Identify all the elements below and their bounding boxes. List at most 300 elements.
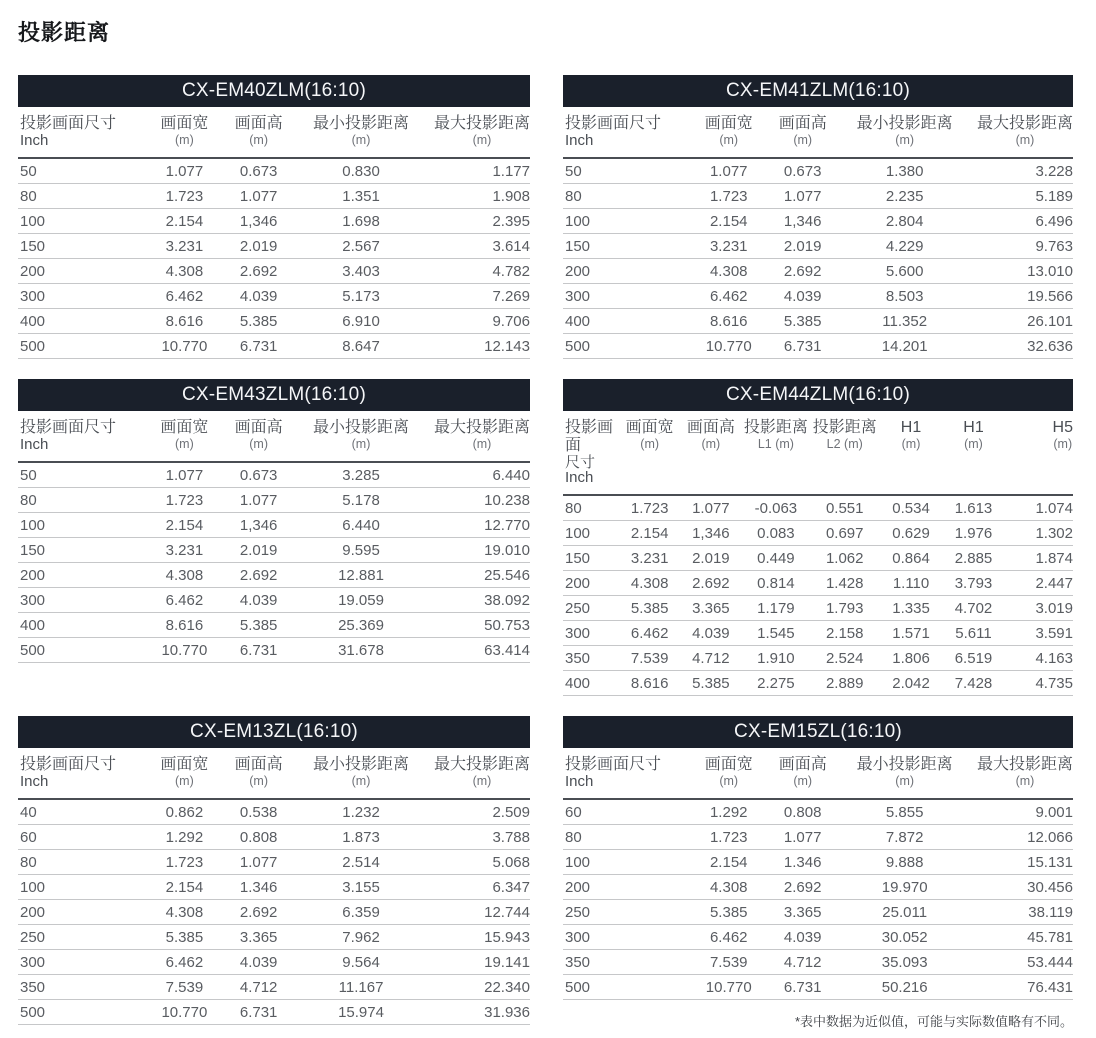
table-row bbox=[18, 184, 530, 209]
table-row bbox=[563, 334, 1073, 359]
table-title-cx-em15zl: CX-EM15ZL(16:10) bbox=[563, 716, 1073, 748]
table-cell: 8.616 bbox=[630, 675, 669, 692]
table-cell: 6.731 bbox=[239, 1004, 278, 1021]
table-title-cx-em44zlm: CX-EM44ZLM(16:10) bbox=[563, 379, 1073, 411]
table-cell: 1,346 bbox=[692, 525, 730, 542]
table-cell: 3.231 bbox=[165, 238, 204, 255]
table-cell: 6.731 bbox=[783, 979, 822, 996]
table-cell: 0.864 bbox=[892, 550, 930, 567]
projection-table-cx-em15zl bbox=[563, 751, 1073, 1000]
projection-table-cx-em13zl bbox=[18, 751, 530, 1025]
table-cell: 1.077 bbox=[709, 163, 748, 180]
table-cell: 50.753 bbox=[484, 617, 530, 634]
table-cell: 0.551 bbox=[825, 500, 864, 517]
table-cell: 2.275 bbox=[757, 675, 795, 692]
table-cell: 1.428 bbox=[825, 575, 864, 592]
table-cell: 15.974 bbox=[338, 1004, 384, 1021]
table-row bbox=[563, 546, 1073, 571]
table-cell: 150 bbox=[565, 238, 591, 255]
column-header: H5 (m) bbox=[1052, 419, 1073, 451]
table-cell: 500 bbox=[565, 338, 591, 355]
table-cell: 7.428 bbox=[954, 675, 993, 692]
table-cell: 300 bbox=[565, 929, 591, 946]
column-header-row bbox=[18, 751, 530, 799]
table-cell: 300 bbox=[565, 625, 591, 642]
table-row bbox=[563, 646, 1073, 671]
table-cell: 5.189 bbox=[1035, 188, 1073, 205]
table-cell: 0.083 bbox=[757, 525, 795, 542]
table-cell: 1.346 bbox=[783, 854, 822, 871]
table-cell: 4.308 bbox=[165, 263, 204, 280]
column-header: 最大投影距离 (m) bbox=[976, 756, 1073, 788]
table-cell: 4.308 bbox=[630, 575, 669, 592]
table-cell: 2.019 bbox=[239, 238, 278, 255]
table-cell: 6.462 bbox=[630, 625, 669, 642]
table-cell: 25.369 bbox=[338, 617, 384, 634]
table-cell: 0.673 bbox=[239, 467, 278, 484]
table-row bbox=[18, 284, 530, 309]
table-row bbox=[18, 638, 530, 663]
column-header: 投影画面尺寸 Inch bbox=[20, 419, 117, 453]
table-cell: 1,346 bbox=[783, 213, 822, 230]
table-cell: 0.808 bbox=[239, 829, 278, 846]
column-header: 画面高 (m) bbox=[686, 419, 735, 451]
column-header: 投影画面 尺寸Inch bbox=[565, 419, 614, 486]
table-row bbox=[563, 571, 1073, 596]
table-cell: 2.447 bbox=[1035, 575, 1073, 592]
table-row bbox=[18, 588, 530, 613]
table-cell: 8.616 bbox=[165, 313, 204, 330]
table-cell: 5.385 bbox=[239, 313, 278, 330]
table-cell: 19.141 bbox=[484, 954, 530, 971]
table-cell: 3.231 bbox=[630, 550, 669, 567]
table-cell: 400 bbox=[20, 617, 46, 634]
table-cell: 3.788 bbox=[492, 829, 530, 846]
table-cell: 0.814 bbox=[757, 575, 795, 592]
table-cell: 0.629 bbox=[892, 525, 930, 542]
page-title: 投影距离 bbox=[18, 20, 111, 45]
table-row bbox=[18, 799, 530, 825]
column-header: 最小投影距离 (m) bbox=[313, 115, 410, 147]
table-cell: 35.093 bbox=[881, 954, 928, 971]
table-cell: 3.231 bbox=[709, 238, 748, 255]
column-header: 投影距离 L2 (m) bbox=[812, 419, 877, 451]
table-cell: 8.503 bbox=[885, 288, 924, 305]
column-header: 最大投影距离 (m) bbox=[433, 419, 530, 451]
table-cell: 1.077 bbox=[165, 467, 204, 484]
table-cell: 1.723 bbox=[165, 492, 204, 509]
table-cell: 1.613 bbox=[954, 500, 993, 517]
column-header: 最大投影距离 (m) bbox=[433, 756, 530, 788]
table-cell: 0.538 bbox=[239, 804, 278, 821]
table-cell: 1.077 bbox=[692, 500, 730, 517]
table-cell: 300 bbox=[20, 288, 46, 305]
column-header-row bbox=[563, 414, 1073, 495]
table-cell: 1.723 bbox=[165, 188, 204, 205]
table-cell: 100 bbox=[20, 213, 46, 230]
table-row bbox=[563, 234, 1073, 259]
table-cell: 80 bbox=[20, 188, 37, 205]
table-cell: 50 bbox=[20, 163, 37, 180]
table-cell: 5.385 bbox=[165, 929, 204, 946]
table-cell: 1.571 bbox=[892, 625, 930, 642]
table-row bbox=[563, 799, 1073, 825]
projection-table-cx-em41zlm bbox=[563, 110, 1073, 359]
table-cell: 1.074 bbox=[1035, 500, 1073, 517]
table-row bbox=[18, 1000, 530, 1025]
table-title-cx-em43zlm: CX-EM43ZLM(16:10) bbox=[18, 379, 530, 411]
table-row bbox=[18, 850, 530, 875]
table-cell: 3.019 bbox=[1035, 600, 1073, 617]
table-cell: 15.131 bbox=[1027, 854, 1073, 871]
table-cell: 2.514 bbox=[342, 854, 380, 871]
column-header: 画面高 (m) bbox=[234, 756, 283, 788]
table-cell: 5.385 bbox=[783, 313, 822, 330]
table-cell: 6.462 bbox=[709, 929, 748, 946]
table-cell: 7.269 bbox=[492, 288, 530, 305]
table-cell: 1.077 bbox=[239, 188, 278, 205]
table-cell: 53.444 bbox=[1027, 954, 1073, 971]
table-cell: 2.154 bbox=[630, 525, 669, 542]
table-cell: 300 bbox=[565, 288, 591, 305]
table-cell: 3.155 bbox=[342, 879, 380, 896]
table-cell: 1.292 bbox=[165, 829, 204, 846]
table-cell: 100 bbox=[20, 879, 46, 896]
column-header: 投影距离 L1 (m) bbox=[743, 419, 808, 451]
table-cell: 4.039 bbox=[783, 929, 822, 946]
table-cell: 2.692 bbox=[783, 263, 822, 280]
table-cell: 2.154 bbox=[709, 854, 748, 871]
table-cell: 19.010 bbox=[484, 542, 530, 559]
table-cell: 4.308 bbox=[165, 567, 204, 584]
table-cell: 6.462 bbox=[165, 592, 204, 609]
table-row bbox=[563, 671, 1073, 696]
table-cell: 3.614 bbox=[492, 238, 530, 255]
table-section-cx-em44zlm bbox=[563, 379, 1073, 696]
table-cell: 1.873 bbox=[342, 829, 380, 846]
table-cell: 6.731 bbox=[239, 338, 278, 355]
table-cell: 1.545 bbox=[757, 625, 795, 642]
table-cell: 30.052 bbox=[881, 929, 928, 946]
table-cell: 8.616 bbox=[709, 313, 748, 330]
table-section-cx-em13zl bbox=[18, 716, 530, 1025]
table-cell: 6.359 bbox=[342, 904, 380, 921]
column-header: 投影画面尺寸 Inch bbox=[20, 115, 117, 149]
table-cell: 8.647 bbox=[342, 338, 380, 355]
table-cell: 100 bbox=[565, 213, 591, 230]
table-cell: 5.385 bbox=[692, 675, 730, 692]
column-header: H1 (m) bbox=[900, 419, 922, 451]
table-cell: 7.872 bbox=[885, 829, 924, 846]
table-row bbox=[18, 309, 530, 334]
table-cell: 38.119 bbox=[1028, 904, 1073, 921]
table-cell: 10.770 bbox=[705, 979, 752, 996]
table-cell: 0.830 bbox=[342, 163, 380, 180]
table-cell: 500 bbox=[20, 642, 46, 659]
table-row bbox=[563, 621, 1073, 646]
table-cell: 10.770 bbox=[705, 338, 752, 355]
table-row bbox=[563, 975, 1073, 1000]
table-row bbox=[563, 950, 1073, 975]
table-cell: 100 bbox=[565, 854, 591, 871]
table-cell: 80 bbox=[20, 492, 37, 509]
table-cell: 1.723 bbox=[709, 188, 748, 205]
column-header: 画面宽 (m) bbox=[704, 756, 753, 788]
table-cell: 6.910 bbox=[342, 313, 380, 330]
table-cell: 4.039 bbox=[692, 625, 730, 642]
table-row bbox=[563, 521, 1073, 546]
table-cell: 350 bbox=[565, 954, 591, 971]
table-cell: 31.678 bbox=[338, 642, 384, 659]
table-cell: 5.173 bbox=[342, 288, 380, 305]
table-cell: 19.970 bbox=[881, 879, 928, 896]
table-cell: 2.154 bbox=[165, 517, 204, 534]
table-cell: 4.308 bbox=[709, 879, 748, 896]
table-row bbox=[18, 234, 530, 259]
table-cell: 5.600 bbox=[885, 263, 924, 280]
table-row bbox=[563, 850, 1073, 875]
table-cell: 4.039 bbox=[783, 288, 822, 305]
column-header: 画面宽 (m) bbox=[160, 115, 209, 147]
table-cell: 6.462 bbox=[165, 954, 204, 971]
table-cell: 500 bbox=[565, 979, 591, 996]
table-cell: 400 bbox=[20, 313, 46, 330]
table-section-cx-em43zlm bbox=[18, 379, 530, 663]
table-cell: 1.806 bbox=[892, 650, 930, 667]
table-cell: 2.154 bbox=[165, 213, 204, 230]
table-cell: 1.292 bbox=[709, 804, 748, 821]
table-row bbox=[563, 596, 1073, 621]
table-cell: 1.110 bbox=[892, 575, 930, 592]
table-cell: 5.385 bbox=[630, 600, 669, 617]
table-cell: 2.019 bbox=[783, 238, 822, 255]
table-cell: 250 bbox=[565, 600, 591, 617]
table-cell: 250 bbox=[565, 904, 591, 921]
table-cell: 6.347 bbox=[492, 879, 530, 896]
column-header: 画面宽 (m) bbox=[160, 419, 209, 451]
table-cell: 4.229 bbox=[885, 238, 924, 255]
projection-table-cx-em43zlm bbox=[18, 414, 530, 663]
projection-table-cx-em44zlm bbox=[563, 414, 1073, 696]
table-cell: 1.351 bbox=[342, 188, 380, 205]
column-header: 最小投影距离 (m) bbox=[856, 756, 953, 788]
table-cell: 38.092 bbox=[484, 592, 530, 609]
table-title-cx-em41zlm: CX-EM41ZLM(16:10) bbox=[563, 75, 1073, 107]
table-cell: 1.335 bbox=[892, 600, 930, 617]
table-row bbox=[18, 925, 530, 950]
table-cell: 1.062 bbox=[825, 550, 864, 567]
table-cell: 2.158 bbox=[825, 625, 864, 642]
table-cell: 26.101 bbox=[1027, 313, 1073, 330]
column-header: 画面高 (m) bbox=[234, 115, 283, 147]
table-cell: 6.440 bbox=[492, 467, 530, 484]
table-cell: 0.808 bbox=[783, 804, 822, 821]
table-cell: 2.235 bbox=[885, 188, 924, 205]
table-cell: 1.874 bbox=[1035, 550, 1073, 567]
table-cell: 3.228 bbox=[1035, 163, 1073, 180]
table-cell: 200 bbox=[565, 879, 591, 896]
table-row bbox=[563, 925, 1073, 950]
table-cell: 60 bbox=[20, 829, 37, 846]
table-title-cx-em40zlm: CX-EM40ZLM(16:10) bbox=[18, 75, 530, 107]
table-cell: 9.595 bbox=[342, 542, 380, 559]
table-cell: 150 bbox=[20, 238, 46, 255]
column-header-row bbox=[18, 414, 530, 462]
table-row bbox=[563, 259, 1073, 284]
table-row bbox=[18, 613, 530, 638]
table-cell: 6.519 bbox=[954, 650, 993, 667]
table-row bbox=[563, 209, 1073, 234]
table-cell: 7.539 bbox=[630, 650, 669, 667]
table-cell: 50 bbox=[20, 467, 37, 484]
table-cell: 9.001 bbox=[1035, 804, 1073, 821]
table-cell: 1.346 bbox=[239, 879, 278, 896]
column-header: H1 (m) bbox=[963, 419, 984, 451]
table-section-cx-em41zlm bbox=[563, 75, 1073, 359]
approximation-footnote: *表中数据为近似值，可能与实际数值略有不同。 bbox=[794, 1014, 1073, 1029]
table-cell: 1.910 bbox=[757, 650, 795, 667]
table-cell: 200 bbox=[20, 567, 46, 584]
table-cell: 1.302 bbox=[1035, 525, 1073, 542]
column-header: 画面宽 (m) bbox=[160, 756, 209, 788]
table-cell: 19.059 bbox=[338, 592, 384, 609]
table-cell: 10.770 bbox=[161, 1004, 208, 1021]
table-cell: 250 bbox=[20, 929, 46, 946]
table-cell: 7.539 bbox=[165, 979, 204, 996]
column-header: 画面高 (m) bbox=[234, 419, 283, 451]
table-cell: -0.063 bbox=[754, 500, 798, 517]
column-header: 最大投影距离 (m) bbox=[976, 115, 1073, 147]
table-cell: 4.308 bbox=[709, 263, 748, 280]
column-header: 投影画面尺寸 Inch bbox=[565, 756, 662, 790]
table-cell: 2.692 bbox=[239, 567, 278, 584]
table-row bbox=[18, 975, 530, 1000]
table-cell: 500 bbox=[20, 338, 46, 355]
table-cell: 200 bbox=[20, 904, 46, 921]
table-cell: 2.524 bbox=[825, 650, 864, 667]
table-cell: 4.735 bbox=[1035, 675, 1073, 692]
table-cell: 2.154 bbox=[709, 213, 748, 230]
table-cell: 4.039 bbox=[239, 288, 278, 305]
table-cell: 5.385 bbox=[709, 904, 748, 921]
column-header-row bbox=[563, 110, 1073, 158]
table-row bbox=[18, 875, 530, 900]
table-row bbox=[563, 825, 1073, 850]
table-cell: 1.908 bbox=[492, 188, 530, 205]
table-cell: 32.636 bbox=[1027, 338, 1073, 355]
table-cell: 12.143 bbox=[484, 338, 530, 355]
table-title-cx-em13zl: CX-EM13ZL(16:10) bbox=[18, 716, 530, 748]
table-cell: 1.077 bbox=[783, 829, 822, 846]
column-header: 投影画面尺寸 Inch bbox=[20, 756, 117, 790]
table-cell: 2.692 bbox=[692, 575, 730, 592]
table-cell: 1.232 bbox=[342, 804, 380, 821]
column-header: 画面宽 (m) bbox=[625, 419, 674, 451]
table-cell: 400 bbox=[565, 313, 591, 330]
table-cell: 2.804 bbox=[885, 213, 924, 230]
table-cell: 80 bbox=[565, 188, 582, 205]
table-cell: 4.712 bbox=[239, 979, 278, 996]
table-cell: 6.440 bbox=[342, 517, 380, 534]
table-cell: 1.723 bbox=[630, 500, 669, 517]
table-cell: 100 bbox=[20, 517, 46, 534]
table-cell: 3.365 bbox=[239, 929, 278, 946]
table-cell: 2.019 bbox=[692, 550, 730, 567]
table-row bbox=[563, 900, 1073, 925]
table-cell: 9.888 bbox=[885, 854, 924, 871]
table-cell: 4.039 bbox=[239, 954, 278, 971]
table-cell: 6.496 bbox=[1035, 213, 1073, 230]
table-cell: 12.770 bbox=[484, 517, 530, 534]
table-cell: 1.077 bbox=[165, 163, 204, 180]
table-cell: 15.943 bbox=[484, 929, 530, 946]
table-cell: 7.962 bbox=[342, 929, 380, 946]
table-cell: 1.077 bbox=[783, 188, 822, 205]
table-cell: 1,346 bbox=[239, 213, 278, 230]
table-cell: 2.885 bbox=[954, 550, 993, 567]
table-row bbox=[18, 538, 530, 563]
tables-grid bbox=[0, 75, 1096, 1030]
table-cell: 4.702 bbox=[954, 600, 993, 617]
table-cell: 0.862 bbox=[165, 804, 204, 821]
table-row bbox=[563, 495, 1073, 521]
table-cell: 9.564 bbox=[342, 954, 380, 971]
table-cell: 400 bbox=[565, 675, 591, 692]
table-cell: 76.431 bbox=[1027, 979, 1073, 996]
table-cell: 14.201 bbox=[881, 338, 928, 355]
table-cell: 4.712 bbox=[783, 954, 822, 971]
table-row bbox=[18, 900, 530, 925]
table-cell: 350 bbox=[20, 979, 46, 996]
table-cell: 25.546 bbox=[484, 567, 530, 584]
table-row bbox=[18, 158, 530, 184]
table-cell: 5.385 bbox=[239, 617, 278, 634]
table-cell: 12.066 bbox=[1027, 829, 1073, 846]
table-cell: 11.167 bbox=[338, 979, 384, 996]
table-cell: 150 bbox=[565, 550, 591, 567]
table-cell: 300 bbox=[20, 592, 46, 609]
table-cell: 13.010 bbox=[1027, 263, 1073, 280]
table-cell: 30.456 bbox=[1027, 879, 1073, 896]
table-row bbox=[563, 309, 1073, 334]
table-cell: 300 bbox=[20, 954, 46, 971]
table-cell: 2.042 bbox=[892, 675, 930, 692]
table-cell: 0.534 bbox=[892, 500, 930, 517]
table-cell: 1.723 bbox=[709, 829, 748, 846]
table-cell: 12.881 bbox=[338, 567, 384, 584]
table-cell: 40 bbox=[20, 804, 37, 821]
table-cell: 10.770 bbox=[161, 338, 208, 355]
table-cell: 1.723 bbox=[165, 854, 204, 871]
table-row bbox=[18, 950, 530, 975]
table-cell: 0.673 bbox=[783, 163, 822, 180]
table-cell: 200 bbox=[20, 263, 46, 280]
column-header: 最大投影距离 (m) bbox=[433, 115, 530, 147]
table-cell: 500 bbox=[20, 1004, 46, 1021]
table-cell: 6.462 bbox=[165, 288, 204, 305]
table-cell: 4.039 bbox=[239, 592, 278, 609]
table-cell: 2.692 bbox=[239, 263, 278, 280]
table-cell: 1,346 bbox=[239, 517, 278, 534]
table-cell: 45.781 bbox=[1027, 929, 1073, 946]
table-cell: 11.352 bbox=[882, 313, 928, 330]
column-header-row bbox=[18, 110, 530, 158]
table-cell: 1.077 bbox=[239, 492, 278, 509]
table-cell: 2.889 bbox=[825, 675, 864, 692]
table-cell: 200 bbox=[565, 575, 591, 592]
table-cell: 5.178 bbox=[342, 492, 380, 509]
table-row bbox=[18, 462, 530, 488]
